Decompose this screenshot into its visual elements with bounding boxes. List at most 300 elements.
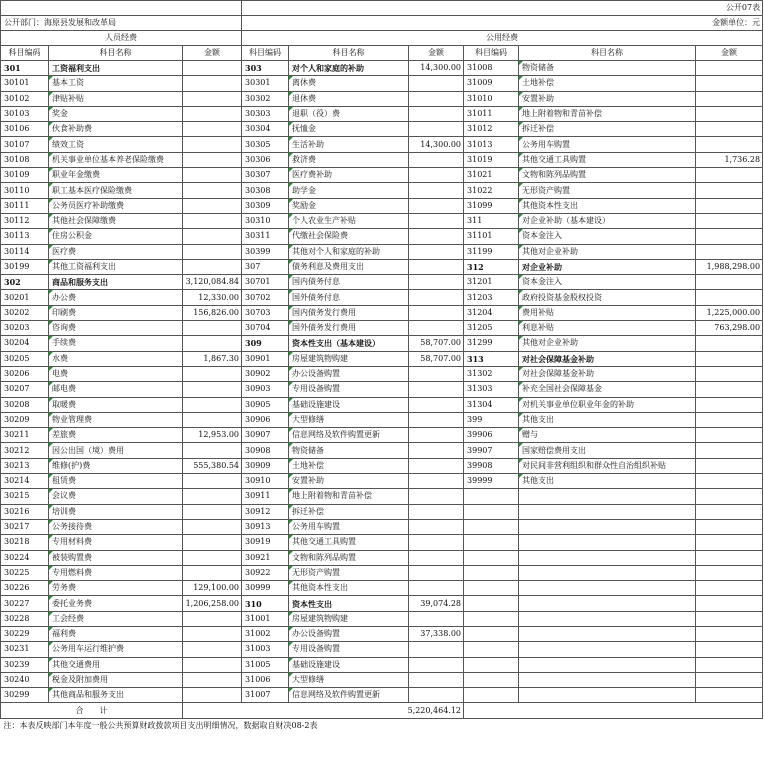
cell-code: 399 — [464, 412, 519, 427]
col-name-header: 科目名称 — [519, 46, 696, 61]
col-name-header: 科目名称 — [289, 46, 409, 61]
cell-code: 31101 — [464, 229, 519, 244]
cell-amount — [409, 519, 464, 534]
cell-amount: 555,380.54 — [183, 458, 242, 473]
cell-name: 退休费 — [289, 91, 409, 106]
cell-code: 30308 — [242, 183, 289, 198]
cell-code: 30701 — [242, 275, 289, 290]
cell-amount — [696, 275, 763, 290]
cell-code — [464, 642, 519, 657]
cell-amount — [696, 213, 763, 228]
cell-code: 30205 — [1, 351, 49, 366]
cell-amount — [183, 183, 242, 198]
cell-code: 39999 — [464, 474, 519, 489]
cell-amount: 3,120,084.84 — [183, 275, 242, 290]
cell-code: 30911 — [242, 489, 289, 504]
cell-code: 307 — [242, 259, 289, 274]
cell-code: 30227 — [1, 596, 49, 611]
cell-code — [464, 626, 519, 641]
cell-name: 专用燃料费 — [49, 565, 183, 580]
cell-amount — [183, 168, 242, 183]
cell-name: 房屋建筑物购建 — [289, 351, 409, 366]
cell-code: 30211 — [1, 428, 49, 443]
cell-code: 31303 — [464, 382, 519, 397]
cell-amount — [696, 244, 763, 259]
amount-unit: 金额单位：元 — [242, 16, 763, 31]
cell-name: 咨询费 — [49, 321, 183, 336]
cell-name: 机关事业单位基本养老保险缴费 — [49, 152, 183, 167]
cell-name: 其他资本性支出 — [519, 198, 696, 213]
cell-name: 无形资产购置 — [519, 183, 696, 198]
column-header-row — [1, 46, 763, 61]
cell-amount — [696, 290, 763, 305]
cell-name: 医疗费 — [49, 244, 183, 259]
cell-name: 维修(护)费 — [49, 458, 183, 473]
cell-amount — [696, 672, 763, 687]
cell-amount — [183, 76, 242, 91]
cell-amount — [696, 596, 763, 611]
cell-amount — [409, 229, 464, 244]
cell-code: 31204 — [464, 305, 519, 320]
cell-amount — [409, 382, 464, 397]
cell-code: 30101 — [1, 76, 49, 91]
cell-code: 31021 — [464, 168, 519, 183]
cell-amount — [409, 642, 464, 657]
cell-name: 文物和陈列品购置 — [289, 550, 409, 565]
cell-name: 其他工资福利支出 — [49, 259, 183, 274]
cell-amount — [696, 198, 763, 213]
cell-amount — [409, 550, 464, 565]
cell-name: 公务用车购置 — [519, 137, 696, 152]
cell-name: 奖励金 — [289, 198, 409, 213]
cell-name: 其他支出 — [519, 412, 696, 427]
cell-name: 国外债务付息 — [289, 290, 409, 305]
cell-amount: 14,300.00 — [409, 61, 464, 76]
cell-amount — [183, 611, 242, 626]
cell-code: 30206 — [1, 366, 49, 381]
cell-code: 31006 — [242, 672, 289, 687]
cell-name: 印刷费 — [49, 305, 183, 320]
cell-code: 31005 — [242, 657, 289, 672]
cell-code: 30310 — [242, 213, 289, 228]
table-row — [1, 504, 763, 519]
cell-name — [519, 688, 696, 703]
cell-name: 办公费 — [49, 290, 183, 305]
col-code-header: 科目编码 — [1, 46, 49, 61]
cell-code: 31007 — [242, 688, 289, 703]
cell-code: 39907 — [464, 443, 519, 458]
cell-name: 其他商品和服务支出 — [49, 688, 183, 703]
cell-amount — [409, 565, 464, 580]
cell-amount: 12,953.00 — [183, 428, 242, 443]
cell-name: 专用材料费 — [49, 535, 183, 550]
cell-name: 国内债务发行费用 — [289, 305, 409, 320]
cell-amount — [409, 106, 464, 121]
table-row — [1, 198, 763, 213]
cell-code: 30108 — [1, 152, 49, 167]
cell-code: 31019 — [464, 152, 519, 167]
cell-name: 政府投资基金股权投资 — [519, 290, 696, 305]
col-name-header: 科目名称 — [49, 46, 183, 61]
table-row — [1, 366, 763, 381]
cell-name — [519, 626, 696, 641]
total-blank — [464, 703, 763, 718]
cell-code: 31203 — [464, 290, 519, 305]
cell-code: 31003 — [242, 642, 289, 657]
cell-amount — [409, 168, 464, 183]
cell-amount — [696, 504, 763, 519]
cell-code: 30208 — [1, 397, 49, 412]
cell-code — [464, 688, 519, 703]
cell-name: 职业年金缴费 — [49, 168, 183, 183]
cell-amount — [696, 229, 763, 244]
cell-name: 绩效工资 — [49, 137, 183, 152]
cell-amount: 58,707.00 — [409, 351, 464, 366]
cell-name: 其他社会保障缴费 — [49, 213, 183, 228]
table-row — [1, 688, 763, 703]
cell-amount — [409, 321, 464, 336]
cell-amount — [696, 489, 763, 504]
cell-amount — [696, 336, 763, 351]
table-row — [1, 106, 763, 121]
table-row — [1, 305, 763, 320]
cell-code: 31302 — [464, 366, 519, 381]
table-row — [1, 519, 763, 534]
cell-amount — [696, 626, 763, 641]
cell-name: 其他交通费用 — [49, 657, 183, 672]
cell-name: 专用设备购置 — [289, 642, 409, 657]
cell-name: 医疗费补助 — [289, 168, 409, 183]
cell-amount — [696, 443, 763, 458]
cell-name: 地上附着物和青苗补偿 — [289, 489, 409, 504]
form-number: 公开07表 — [242, 1, 763, 16]
cell-name: 资本金注入 — [519, 229, 696, 244]
table-note: 注：本表反映部门本年度一般公共预算财政拨款项目支出明细情况，数据取自财决08-2表 — [1, 718, 763, 733]
table-row — [1, 474, 763, 489]
cell-amount — [183, 489, 242, 504]
cell-amount — [409, 657, 464, 672]
cell-code: 31008 — [464, 61, 519, 76]
cell-name: 工资福利支出 — [49, 61, 183, 76]
cell-amount — [183, 519, 242, 534]
cell-name: 劳务费 — [49, 581, 183, 596]
cell-amount — [409, 366, 464, 381]
cell-name: 差旅费 — [49, 428, 183, 443]
cell-code: 30226 — [1, 581, 49, 596]
cell-code: 30225 — [1, 565, 49, 580]
cell-code: 30224 — [1, 550, 49, 565]
cell-name: 商品和服务支出 — [49, 275, 183, 290]
cell-name: 因公出国（境）费用 — [49, 443, 183, 458]
cell-code: 31099 — [464, 198, 519, 213]
cell-code: 31009 — [464, 76, 519, 91]
cell-amount — [696, 366, 763, 381]
cell-name: 公务员医疗补助缴费 — [49, 198, 183, 213]
table-row — [1, 626, 763, 641]
cell-name: 资本性支出 — [289, 596, 409, 611]
cell-name — [519, 504, 696, 519]
cell-code: 30212 — [1, 443, 49, 458]
table-row — [1, 336, 763, 351]
cell-code: 31012 — [464, 122, 519, 137]
cell-code: 31022 — [464, 183, 519, 198]
cell-name: 资本性支出（基本建设） — [289, 336, 409, 351]
table-row — [1, 244, 763, 259]
cell-amount — [696, 183, 763, 198]
table-row — [1, 382, 763, 397]
cell-code: 30239 — [1, 657, 49, 672]
cell-code: 30231 — [1, 642, 49, 657]
cell-amount — [696, 397, 763, 412]
cell-name: 资本金注入 — [519, 275, 696, 290]
cell-code — [464, 535, 519, 550]
cell-name: 取暖费 — [49, 397, 183, 412]
cell-name — [519, 611, 696, 626]
cell-amount — [696, 168, 763, 183]
cell-code: 30906 — [242, 412, 289, 427]
table-row — [1, 642, 763, 657]
cell-name: 利息补贴 — [519, 321, 696, 336]
cell-name: 救济费 — [289, 152, 409, 167]
table-row — [1, 259, 763, 274]
cell-name: 其他对企业补助 — [519, 244, 696, 259]
cell-code: 30299 — [1, 688, 49, 703]
cell-code — [464, 504, 519, 519]
cell-code: 30217 — [1, 519, 49, 534]
cell-name: 专用设备购置 — [289, 382, 409, 397]
cell-name: 助学金 — [289, 183, 409, 198]
col-amount-header: 金额 — [409, 46, 464, 61]
cell-code: 311 — [464, 213, 519, 228]
cell-name: 信息网络及软件购置更新 — [289, 428, 409, 443]
cell-code: 309 — [242, 336, 289, 351]
cell-amount — [696, 61, 763, 76]
cell-amount — [696, 535, 763, 550]
cell-name: 租赁费 — [49, 474, 183, 489]
cell-code: 303 — [242, 61, 289, 76]
cell-name: 公务接待费 — [49, 519, 183, 534]
cell-amount — [409, 428, 464, 443]
cell-amount — [183, 672, 242, 687]
cell-name: 安置补助 — [519, 91, 696, 106]
table-row — [1, 76, 763, 91]
table-row — [1, 565, 763, 580]
cell-code: 30209 — [1, 412, 49, 427]
cell-amount — [183, 657, 242, 672]
cell-code: 30305 — [242, 137, 289, 152]
cell-code: 30901 — [242, 351, 289, 366]
cell-amount — [183, 535, 242, 550]
cell-code: 30229 — [1, 626, 49, 641]
cell-amount — [409, 504, 464, 519]
cell-code: 30199 — [1, 259, 49, 274]
cell-name: 对企业补助 — [519, 259, 696, 274]
table-row — [1, 672, 763, 687]
cell-code: 30213 — [1, 458, 49, 473]
cell-amount — [409, 183, 464, 198]
cell-code — [464, 581, 519, 596]
cell-code: 30202 — [1, 305, 49, 320]
cell-code: 30301 — [242, 76, 289, 91]
cell-amount: 1,736.28 — [696, 152, 763, 167]
cell-amount — [409, 443, 464, 458]
cell-amount: 1,867.30 — [183, 351, 242, 366]
cell-name: 国内债务付息 — [289, 275, 409, 290]
cell-code: 30103 — [1, 106, 49, 121]
cell-amount — [409, 122, 464, 137]
cell-amount — [409, 688, 464, 703]
cell-amount — [409, 611, 464, 626]
cell-amount — [183, 504, 242, 519]
cell-code: 301 — [1, 61, 49, 76]
cell-name: 其他交通工具购置 — [289, 535, 409, 550]
total-row — [1, 703, 763, 718]
table-row — [1, 229, 763, 244]
cell-name: 债务利息及费用支出 — [289, 259, 409, 274]
cell-code: 31010 — [464, 91, 519, 106]
col-code-header: 科目编码 — [464, 46, 519, 61]
cell-amount — [409, 152, 464, 167]
cell-name: 公务用车购置 — [289, 519, 409, 534]
cell-code: 30907 — [242, 428, 289, 443]
cell-code: 30109 — [1, 168, 49, 183]
cell-amount — [409, 305, 464, 320]
cell-amount — [409, 275, 464, 290]
cell-name: 代缴社会保险费 — [289, 229, 409, 244]
cell-name: 对机关事业单位职业年金的补助 — [519, 397, 696, 412]
table-row — [1, 91, 763, 106]
cell-code: 30703 — [242, 305, 289, 320]
cell-amount — [409, 259, 464, 274]
table-row — [1, 581, 763, 596]
cell-code: 31304 — [464, 397, 519, 412]
cell-amount — [696, 581, 763, 596]
cell-code: 313 — [464, 351, 519, 366]
cell-amount — [409, 198, 464, 213]
cell-amount — [183, 61, 242, 76]
cell-code — [464, 489, 519, 504]
cell-code: 30204 — [1, 336, 49, 351]
cell-name: 其他交通工具购置 — [519, 152, 696, 167]
cell-name: 其他对个人和家庭的补助 — [289, 244, 409, 259]
table-row — [1, 321, 763, 336]
cell-amount — [696, 412, 763, 427]
cell-code — [464, 657, 519, 672]
cell-code: 30399 — [242, 244, 289, 259]
cell-name: 物资储备 — [519, 61, 696, 76]
cell-code — [464, 611, 519, 626]
cell-amount — [183, 336, 242, 351]
cell-code: 30203 — [1, 321, 49, 336]
cell-amount — [409, 213, 464, 228]
cell-amount — [183, 642, 242, 657]
cell-amount — [696, 382, 763, 397]
col-amount-header: 金额 — [183, 46, 242, 61]
cell-name: 津贴补贴 — [49, 91, 183, 106]
cell-name — [519, 672, 696, 687]
cell-name: 办公设备购置 — [289, 626, 409, 641]
cell-amount — [183, 397, 242, 412]
cell-code: 30905 — [242, 397, 289, 412]
cell-name: 拆迁补偿 — [289, 504, 409, 519]
cell-name: 房屋建筑物购建 — [289, 611, 409, 626]
table-row — [1, 596, 763, 611]
cell-name: 奖金 — [49, 106, 183, 121]
cell-amount — [696, 351, 763, 366]
cell-amount — [183, 229, 242, 244]
cell-name: 职工基本医疗保险缴费 — [49, 183, 183, 198]
cell-code: 30110 — [1, 183, 49, 198]
cell-amount — [409, 672, 464, 687]
cell-code: 312 — [464, 259, 519, 274]
cell-amount — [409, 91, 464, 106]
cell-code: 302 — [1, 275, 49, 290]
cell-amount — [409, 474, 464, 489]
personnel-expense-header: 人员经费 — [1, 31, 242, 46]
cell-amount — [183, 366, 242, 381]
cell-name: 基础设施建设 — [289, 397, 409, 412]
cell-code: 30913 — [242, 519, 289, 534]
department-name: 公开部门：海原县发展和改革局 — [1, 16, 242, 31]
cell-name: 无形资产购置 — [289, 565, 409, 580]
cell-name: 工会经费 — [49, 611, 183, 626]
cell-amount — [183, 688, 242, 703]
cell-amount — [183, 321, 242, 336]
cell-amount: 156,826.00 — [183, 305, 242, 320]
cell-code — [464, 672, 519, 687]
cell-amount — [183, 443, 242, 458]
cell-name: 伙食补助费 — [49, 122, 183, 137]
cell-code: 30303 — [242, 106, 289, 121]
cell-name: 文物和陈列品购置 — [519, 168, 696, 183]
cell-name: 住房公积金 — [49, 229, 183, 244]
cell-amount — [183, 122, 242, 137]
cell-name: 税金及附加费用 — [49, 672, 183, 687]
cell-name: 培训费 — [49, 504, 183, 519]
table-row — [1, 458, 763, 473]
cell-amount — [183, 382, 242, 397]
cell-amount — [183, 106, 242, 121]
cell-amount — [183, 259, 242, 274]
cell-amount — [696, 611, 763, 626]
table-row — [1, 535, 763, 550]
cell-code: 30702 — [242, 290, 289, 305]
col-amount-header: 金额 — [696, 46, 763, 61]
cell-amount: 763,298.00 — [696, 321, 763, 336]
cell-name: 安置补助 — [289, 474, 409, 489]
cell-amount — [409, 458, 464, 473]
cell-amount — [696, 474, 763, 489]
cell-amount — [183, 474, 242, 489]
cell-code: 30102 — [1, 91, 49, 106]
cell-amount — [183, 137, 242, 152]
table-row — [1, 611, 763, 626]
cell-name: 对企业补助（基本建设） — [519, 213, 696, 228]
cell-code: 30903 — [242, 382, 289, 397]
cell-code: 30207 — [1, 382, 49, 397]
cell-code: 30919 — [242, 535, 289, 550]
total-label: 合 计 — [1, 703, 183, 718]
cell-name: 其他支出 — [519, 474, 696, 489]
cell-name: 对社会保障基金补助 — [519, 351, 696, 366]
cell-code: 30240 — [1, 672, 49, 687]
cell-amount — [183, 91, 242, 106]
cell-code: 310 — [242, 596, 289, 611]
cell-name: 对社会保障基金补助 — [519, 366, 696, 381]
cell-name: 大型修缮 — [289, 672, 409, 687]
cell-amount — [183, 550, 242, 565]
cell-name — [519, 581, 696, 596]
